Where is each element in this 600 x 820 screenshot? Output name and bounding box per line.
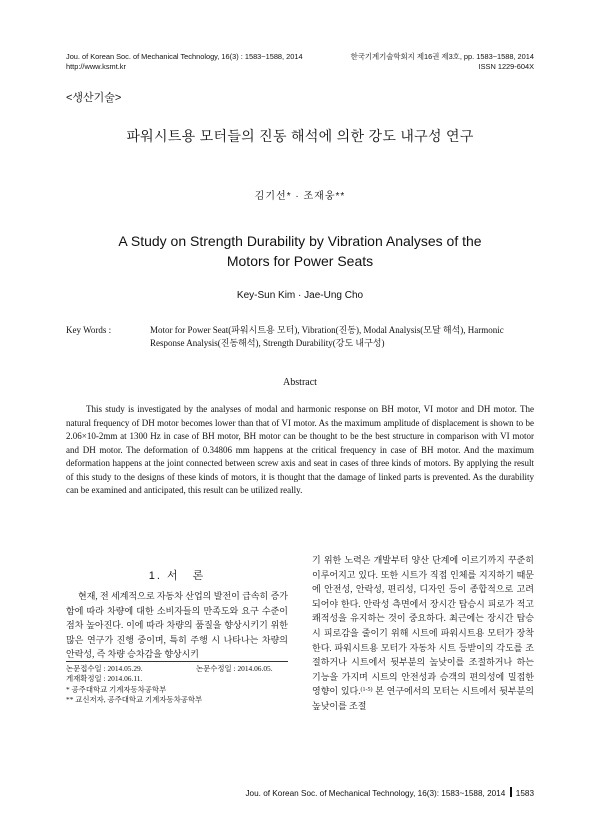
intro-paragraph-right xyxy=(312,553,534,714)
intro-paragraph-left: 현재, 전 세계적으로 자동차 산업의 발전이 급속히 증가함에 따라 차량에 대한 소비자들의 만족도와 요구 수준이 점차 높아진다. 이에 따라 차량의 품질을 향상시키기 위한 많은 연구가 진행 중이며, 특히 주행 시 나타나는 차량의 안락성, 즉 차량 승차감을 향상시키 xyxy=(66,591,288,660)
article-category: <생산기술> xyxy=(66,92,122,104)
issn: ISSN 1229-604X xyxy=(478,62,534,71)
page-number: 1583 xyxy=(515,789,534,798)
running-header-right xyxy=(351,52,534,72)
authors-english: Key-Sun Kim · Jae-Ung Cho xyxy=(236,290,364,301)
intro-text-right-cont: 본 연구에서의 모터는 시트에서 뒷부분의 높낮이를 조절 xyxy=(312,686,534,711)
title-english-line2: Motors for Power Seats xyxy=(226,253,374,269)
footnote-divider xyxy=(66,661,288,662)
keywords-line2: Response Analysis(진동해석), Strength Durability(강도 내구성) xyxy=(150,338,385,348)
accepted-date: 게재확정일 : 2014.06.11. xyxy=(66,674,143,684)
column-left xyxy=(66,589,288,662)
title-english xyxy=(80,231,520,271)
footer-journal: Jou. of Korean Soc. of Mechanical Technology, 16(3): 1583~1588, 2014 xyxy=(245,789,506,798)
journal-citation-ko: 한국기계기술학회지 제16권 제3호, pp. 1583~1588, 2014 xyxy=(350,52,534,61)
revised-date: 논문수정일 : 2014.06.05. xyxy=(196,664,273,673)
citation: (1-5) xyxy=(360,687,373,694)
journal-citation-en: Jou. of Korean Soc. of Mechanical Technology, 16(3) : 1583~1588, 2014 xyxy=(66,52,303,61)
section-heading: 1. 서 론 xyxy=(148,570,206,582)
author-affiliation-2: ** 교신저자, 공주대학교 기계자동차공학부 xyxy=(66,694,203,704)
footnotes xyxy=(66,664,292,705)
author-affiliation-1: * 공주대학교 기계자동차공학부 xyxy=(66,684,167,694)
running-header-left xyxy=(66,52,303,72)
keywords-label: Key Words : xyxy=(66,325,112,335)
authors-korean: 김기선* · 조재웅** xyxy=(254,191,346,202)
intro-text-right: 기 위한 노력은 개발부터 양산 단계에 이르기까지 꾸준히 이루어지고 있다. 또한 시트가 직접 인체를 지지하기 때문에 안전성, 안락성, 편리성, 디자인 등이 종합적으로 고려되어야 한다. 안락성 측면에서 장시간 탑승시 피로가 적고 쾌적성을 유지하는 것이 중요하다. 최근에는 장시간 탑승시 피로감을 줄이기 위해 시트에 파워시트용 모터가 장착한다. 파워시트용 모터가 자동차 시트 등받이의 각도를 조절하거나 시트에서 뒷부분의 높낮이를 조절하거나 하는 기능을 가지며 시트의 안전성과 승객의 편의성에 밀접한 영향이 있다. xyxy=(312,555,534,697)
keywords xyxy=(66,324,536,350)
title-korean: 파워시트용 모터들의 진동 해석에 의한 강도 내구성 연구 xyxy=(126,128,474,144)
received-date: 논문접수일 : 2014.05.29. xyxy=(66,664,143,673)
column-right xyxy=(312,553,534,714)
keywords-line1: Motor for Power Seat(파워시트용 모터), Vibration(진동), Modal Analysis(모달 해석), Harmonic xyxy=(150,325,504,335)
footer-separator xyxy=(510,787,512,797)
title-english-line1: A Study on Strength Durability by Vibration Analyses of the xyxy=(118,233,482,249)
page-footer xyxy=(245,787,534,798)
abstract-body xyxy=(66,403,534,498)
abstract-heading: Abstract xyxy=(283,377,317,388)
journal-url: http://www.ksmt.kr xyxy=(66,62,126,71)
abstract-text: This study is investigated by the analyses of modal and harmonic response on BH motor, VI motor and DH motor. The natural frequency of DH motor becomes lower than that of VI motor. As the maximum amplitude of displacement is shown to be 2.06×10-2mm at 1300 Hz in case of BH motor, BH motor can be thought to be the best structure in comparison with VI motor and DH motor. The deformation of 0.34806 mm happens at the critical frequency in case of BH motor. And the maximum deformation happens at the joint connected between screw axis and seat in cases of three kinds of motors. By applying the result of this study to the designs of these kinds of motors, it is thought that the damage of linked parts is prevented. As the durability can be examined and anticipated, this result can be utilized really. xyxy=(66,404,534,495)
